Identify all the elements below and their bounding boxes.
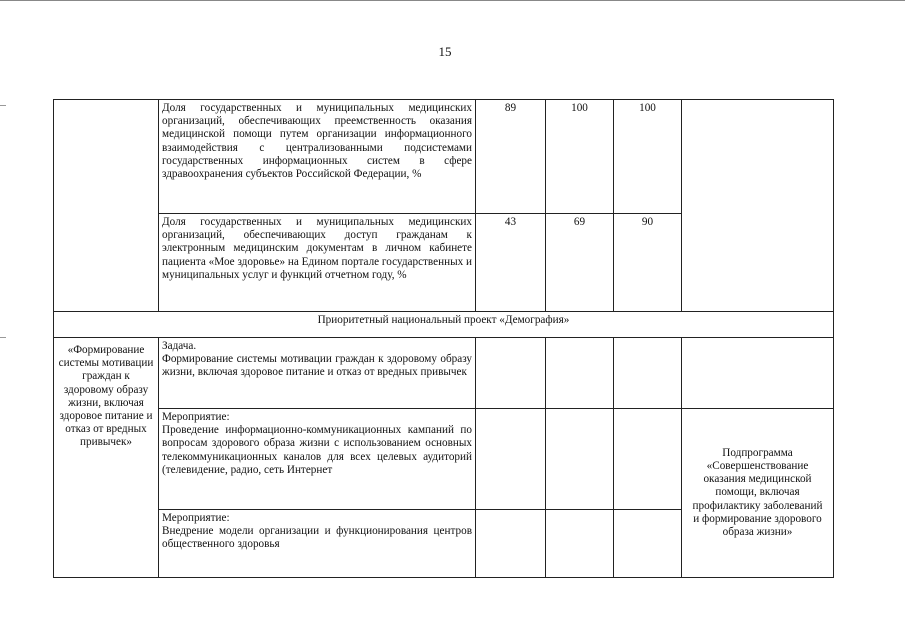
indicator-text: Доля государственных и муниципальных медицинских организаций, обеспечивающих преемственность оказания медицинской помощи путем организации информационного взаимодействия с централизованными подсистемами государственных информационных систем в сфере здравоохранения субъектов Российской Федерации, % — [159, 100, 476, 214]
task-text: Задача. Формирование системы мотивации граждан к здоровому образу жизни, включая здоровое питание и отказ от вредных привычек — [159, 338, 476, 409]
table-row — [54, 338, 834, 409]
empty-cell — [546, 510, 614, 578]
indicator-text: Доля государственных и муниципальных медицинских организаций, обеспечивающих доступ гражданам к электронным медицинским документам в личном кабинете пациента «Мое здоровье» на Едином портале государственных и муниципальных услуг и функций отчетном году, % — [159, 214, 476, 312]
goal-text: «Формирование системы мотивации граждан к здоровому образу жизни, включая здоровое питание и отказ от вредных привычек» — [54, 338, 159, 578]
subprogram-text: Подпрограмма «Совершенствование оказания медицинской помощи, включая профилактику заболеваний и формирование здорового образа жизни» — [682, 409, 834, 578]
empty-cell — [546, 409, 614, 510]
empty-cell — [682, 338, 834, 409]
indicator-value: 69 — [546, 214, 614, 312]
empty-cell — [476, 510, 546, 578]
indicator-value: 100 — [546, 100, 614, 214]
indicator-value: 89 — [476, 100, 546, 214]
empty-cell — [614, 409, 682, 510]
scan-top-rule — [0, 0, 905, 1]
measure-text: Мероприятие: Проведение информационно-коммуникационных кампаний по вопросам здорового образа жизни с использованием основных телекоммуникационных каналов для всех целевых аудиторий (телевидение, радио, сеть Интернет — [159, 409, 476, 510]
empty-cell — [476, 409, 546, 510]
page-number: 15 — [438, 44, 452, 59]
measure-text: Мероприятие: Внедрение модели организации и функционирования центров общественного здоровья — [159, 510, 476, 578]
table-row — [54, 100, 834, 214]
indicator-value: 43 — [476, 214, 546, 312]
section-title: Приоритетный национальный проект «Демография» — [54, 312, 834, 338]
subprogram-cell-empty — [682, 100, 834, 312]
scan-mark — [0, 337, 6, 338]
goal-cell-empty — [54, 100, 159, 312]
indicator-value: 90 — [614, 214, 682, 312]
program-table — [53, 99, 834, 578]
empty-cell — [476, 338, 546, 409]
table-row — [54, 312, 834, 338]
scan-mark — [0, 105, 6, 106]
empty-cell — [546, 338, 614, 409]
empty-cell — [614, 338, 682, 409]
empty-cell — [614, 510, 682, 578]
indicator-value: 100 — [614, 100, 682, 214]
table-row — [54, 409, 834, 510]
